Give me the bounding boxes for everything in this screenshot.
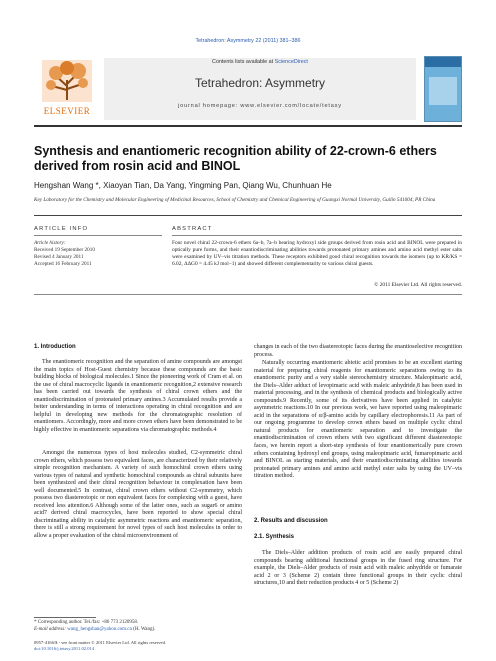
article-history: [34, 240, 162, 268]
journal-citation[interactable]: Tetrahedron: Asymmetry 22 (2011) 381–386: [195, 38, 301, 44]
title-rule: [34, 215, 462, 216]
intro-paragraph-1: The enantiomeric recognition and the separation of amine compounds are amongst the main topics of Host-Guest chemistry because these compounds are the basic building blocks of biological molecules.1 Since the pioneering work of Cram et al. on the use of chiral macrocyclic ligands in enantiomeric recognition,2 extensive research has been carried out towards the synthesis of chiral crown ethers and the enantiodiscrimination of protonated primary amines.3 Accumulated results provide a better understanding in terms of interactions operating in chiral recognition and are helpful in developing new methods for the chromatographic resolution of enantiomers. Accordingly, more and more crown ethers have been demonstrated to be highly effective in enantiomeric separations via chromatographic methods.4: [34, 359, 242, 433]
footnote-rule: [34, 617, 96, 618]
journal-cover-thumbnail[interactable]: [424, 56, 462, 122]
introduction-heading: 1. Introduction: [34, 344, 76, 350]
synthesis-heading: 2.1. Synthesis: [254, 534, 295, 540]
journal-homepage-link[interactable]: journal homepage: www.elsevier.com/locate/tetasy: [178, 103, 342, 109]
intro-paragraph-2: Amongst the numerous types of host molecules studied, C2-symmetric chiral crown ethers, which possess two equivalent faces, are characterized by their relatively simple recognition mechanism. A variety of such homochiral crown ethers using various types of natural and synthetic homochiral compounds as chiral subunits have been synthesized and their chiral recognition behaviour in complexation have been well documented.5 In contrast, chiral crown ethers without C2-symmetry, which possess two diastereotopic or non equivalent faces for complexing with a guest, have received less attention.6 Although some of the latter ones, such as sugar6 or amino acid7 derived chiral macrocycles, have been reported to show special chiral discriminating ability in catalytic asymmetric reactions and enantiomeric separation, there is still a strong requirement for novel types of such host molecules in order to allow a proper evaluation of the chiral microenvironment of: [34, 450, 242, 540]
elsevier-logo-text: ELSEVIER: [43, 106, 91, 116]
contents-available: [104, 59, 416, 65]
revised-date: Revised 4 January 2011: [34, 254, 84, 260]
right-paragraph-3: The Diels–Alder addition products of rosin acid are easily prepared chiral compounds bearing additional functional groups in the fused ring structure. For example, the Diels–Alder products of rosin acid with maleic anhydride or fumarate acid 2 or 3 (Scheme 2) contain three functional groups in their cyclic chiral structures,10 and their reduction products 4 or 5 (Scheme 2): [254, 550, 462, 587]
abstract-text: Four novel chiral 22-crown-6 ethers 6a–b, 7a–b bearing hydroxyl side groups derived from rosin acid and BINOL were prepared in optically pure forms, and their enantiodiscriminating abilities towards protonated primary amines and amino acid methyl ester salts were examined by UV–vis titration methods. These receptors exhibited good chiral recognition towards the isomers (up to KR/KS = 6.02, ΔΔG0 = 4.45 kJ mol−1) and showed different complementarity to various chiral guests.: [172, 240, 462, 267]
abstract-copyright: © 2011 Elsevier Ltd. All rights reserved.: [374, 282, 462, 288]
history-label: Article history:: [34, 240, 66, 246]
elsevier-tree-icon: [42, 60, 92, 102]
author-affiliation: Key Laboratory for the Chemistry and Molecular Engineering of Medicinal Resources, School of Chemistry and Chemical Engineering of Guangxi Normal University, Guilin 541004, PR China: [34, 197, 436, 203]
cover-image: [429, 77, 457, 105]
right-paragraph-1: changes in each of the two diastereotopic faces during the enantioselective recognition process.: [254, 344, 462, 358]
author-email-link[interactable]: wang_hengshan@yahoo.com.cn: [67, 626, 133, 632]
email-label: E-mail address:: [34, 626, 68, 632]
email-suffix: (H. Wang).: [132, 626, 156, 632]
issn-line: 0957-4166/$ - see front matter © 2011 Elsevier Ltd. All rights reserved.: [34, 640, 167, 645]
email-line: [34, 627, 242, 634]
journal-title: Tetrahedron: Asymmetry: [194, 76, 326, 90]
article-authors: Hengshan Wang *, Xiaoyan Tian, Da Yang, Yingming Pan, Qiang Wu, Chunhuan He: [34, 181, 332, 190]
right-paragraph-2: Naturally occurring enantiomeric abietic acid promises to be an excellent starting material for preparing chiral reagents for enantiomeric separations owing to its enantiomeric purity and a very stable stereochemistry structure. Maleopimaric acid, the Diels–Alder adduct of levopimaric acid with maleic anhydride,8 has been used in material processing, and in the synthesis of chemical products and biologically active compounds.9 Recently, some of its derivatives have been applied in catalytic asymmetric reactions.10 In our previous work, we have reported using maleopimaric acid in the separations of α/β-amino acids by capillary electrophoresis.11 As part of our ongoing programme to develop crown ethers based on multiple cyclic chiral natural products for enantiomeric separation and to investigate the enantiodiscrimination of crown ethers with two significant different diastereotopic faces, we herein report a short-step synthesis of four enantiomerically pure crown ethers containing hydroxyl end groups, using maleopimaric acid, fumaropimaric acid and BINOL as starting materials, and their enantiodiscriminating abilities towards protonated primary amines and amino acid methyl ester salts by using the UV–vis titration method.: [254, 360, 462, 480]
contents-prefix: Contents lists available at: [212, 59, 275, 65]
header-rule: [34, 125, 462, 127]
abstract-heading: ABSTRACT: [172, 226, 213, 232]
abstract-rule: [172, 235, 462, 236]
intro-heading-wrap: [34, 344, 242, 352]
received-date: Received 19 September 2010: [34, 247, 95, 253]
article-info-heading: ARTICLE INFO: [34, 226, 89, 232]
abstract-bottom-rule: [34, 294, 462, 295]
doi-link[interactable]: doi:10.1016/j.tetasy.2011.02.014: [34, 646, 95, 652]
footnote: [34, 620, 242, 633]
accepted-date: Accepted 16 February 2011: [34, 261, 92, 267]
corresponding-author: * Corresponding author. Tel./fax: +86 773 2120958.: [34, 620, 139, 625]
article-info-rule: [34, 235, 162, 236]
results-heading: 2. Results and discussion: [254, 518, 328, 524]
sciencedirect-link[interactable]: ScienceDirect: [274, 59, 308, 65]
article-title: Synthesis and enantiomeric recognition ability of 22-crown-6 ethers derived from rosin acid and BINOL: [34, 144, 437, 173]
results-heading-wrap: [254, 518, 462, 526]
front-matter: [34, 640, 294, 652]
cover-band: [425, 57, 461, 67]
synthesis-heading-wrap: [254, 534, 462, 542]
elsevier-logo[interactable]: [34, 58, 100, 120]
